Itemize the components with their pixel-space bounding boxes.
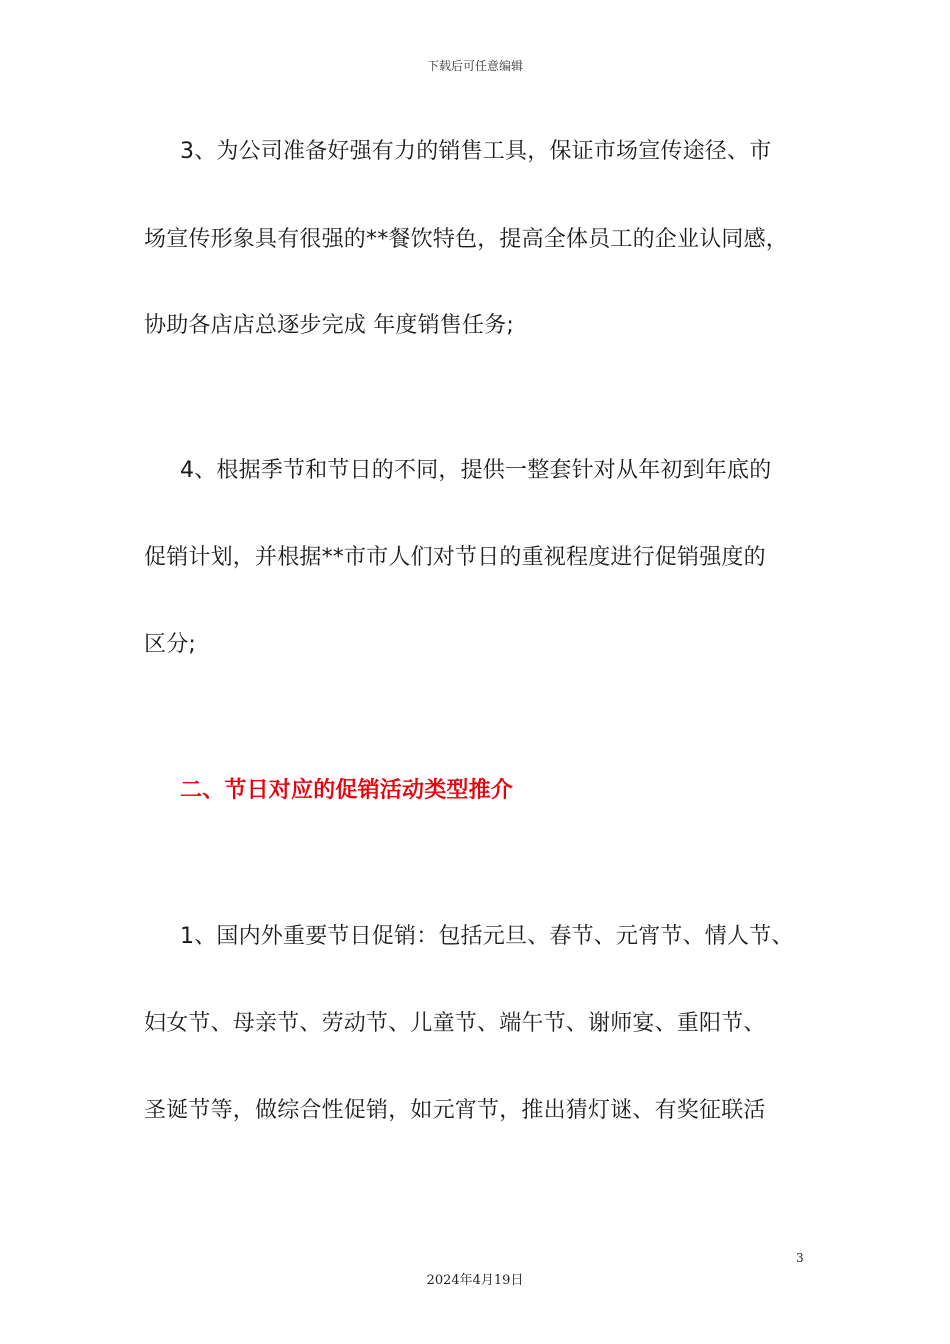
paragraph-line: 协助各店店总逐步完成 年度销售任务; [144, 313, 515, 338]
footer-date: 2024年4月19日 [426, 1273, 524, 1288]
paragraph-line: 促销计划，并根据**市市人们对节日的重视程度进行促销强度的 [144, 545, 766, 570]
paragraph-line: 场宣传形象具有很强的**餐饮特色，提高全体员工的企业认同感， [144, 227, 789, 252]
paragraph-line: 妇女节、母亲节、劳动节、儿童节、端午节、谢师宴、重阳节、 [144, 1011, 766, 1036]
page-header: 下载后可任意编辑 [426, 59, 523, 73]
paragraph-line: 4、根据季节和节日的不同，提供一整套针对从年初到年底的 [180, 458, 772, 483]
paragraph-line: 1、国内外重要节日促销：包括元旦、春节、元宵节、情人节、 [180, 924, 794, 949]
paragraph-line: 圣诞节等，做综合性促销，如元宵节，推出猜灯谜、有奖征联活 [144, 1098, 766, 1123]
section-heading: 二、节日对应的促销活动类型推介 [180, 778, 514, 803]
paragraph-line: 区分; [144, 632, 197, 657]
page-number: 3 [796, 1251, 804, 1265]
paragraph-line: 3、为公司准备好强有力的销售工具，保证市场宣传途径、市 [180, 139, 772, 164]
